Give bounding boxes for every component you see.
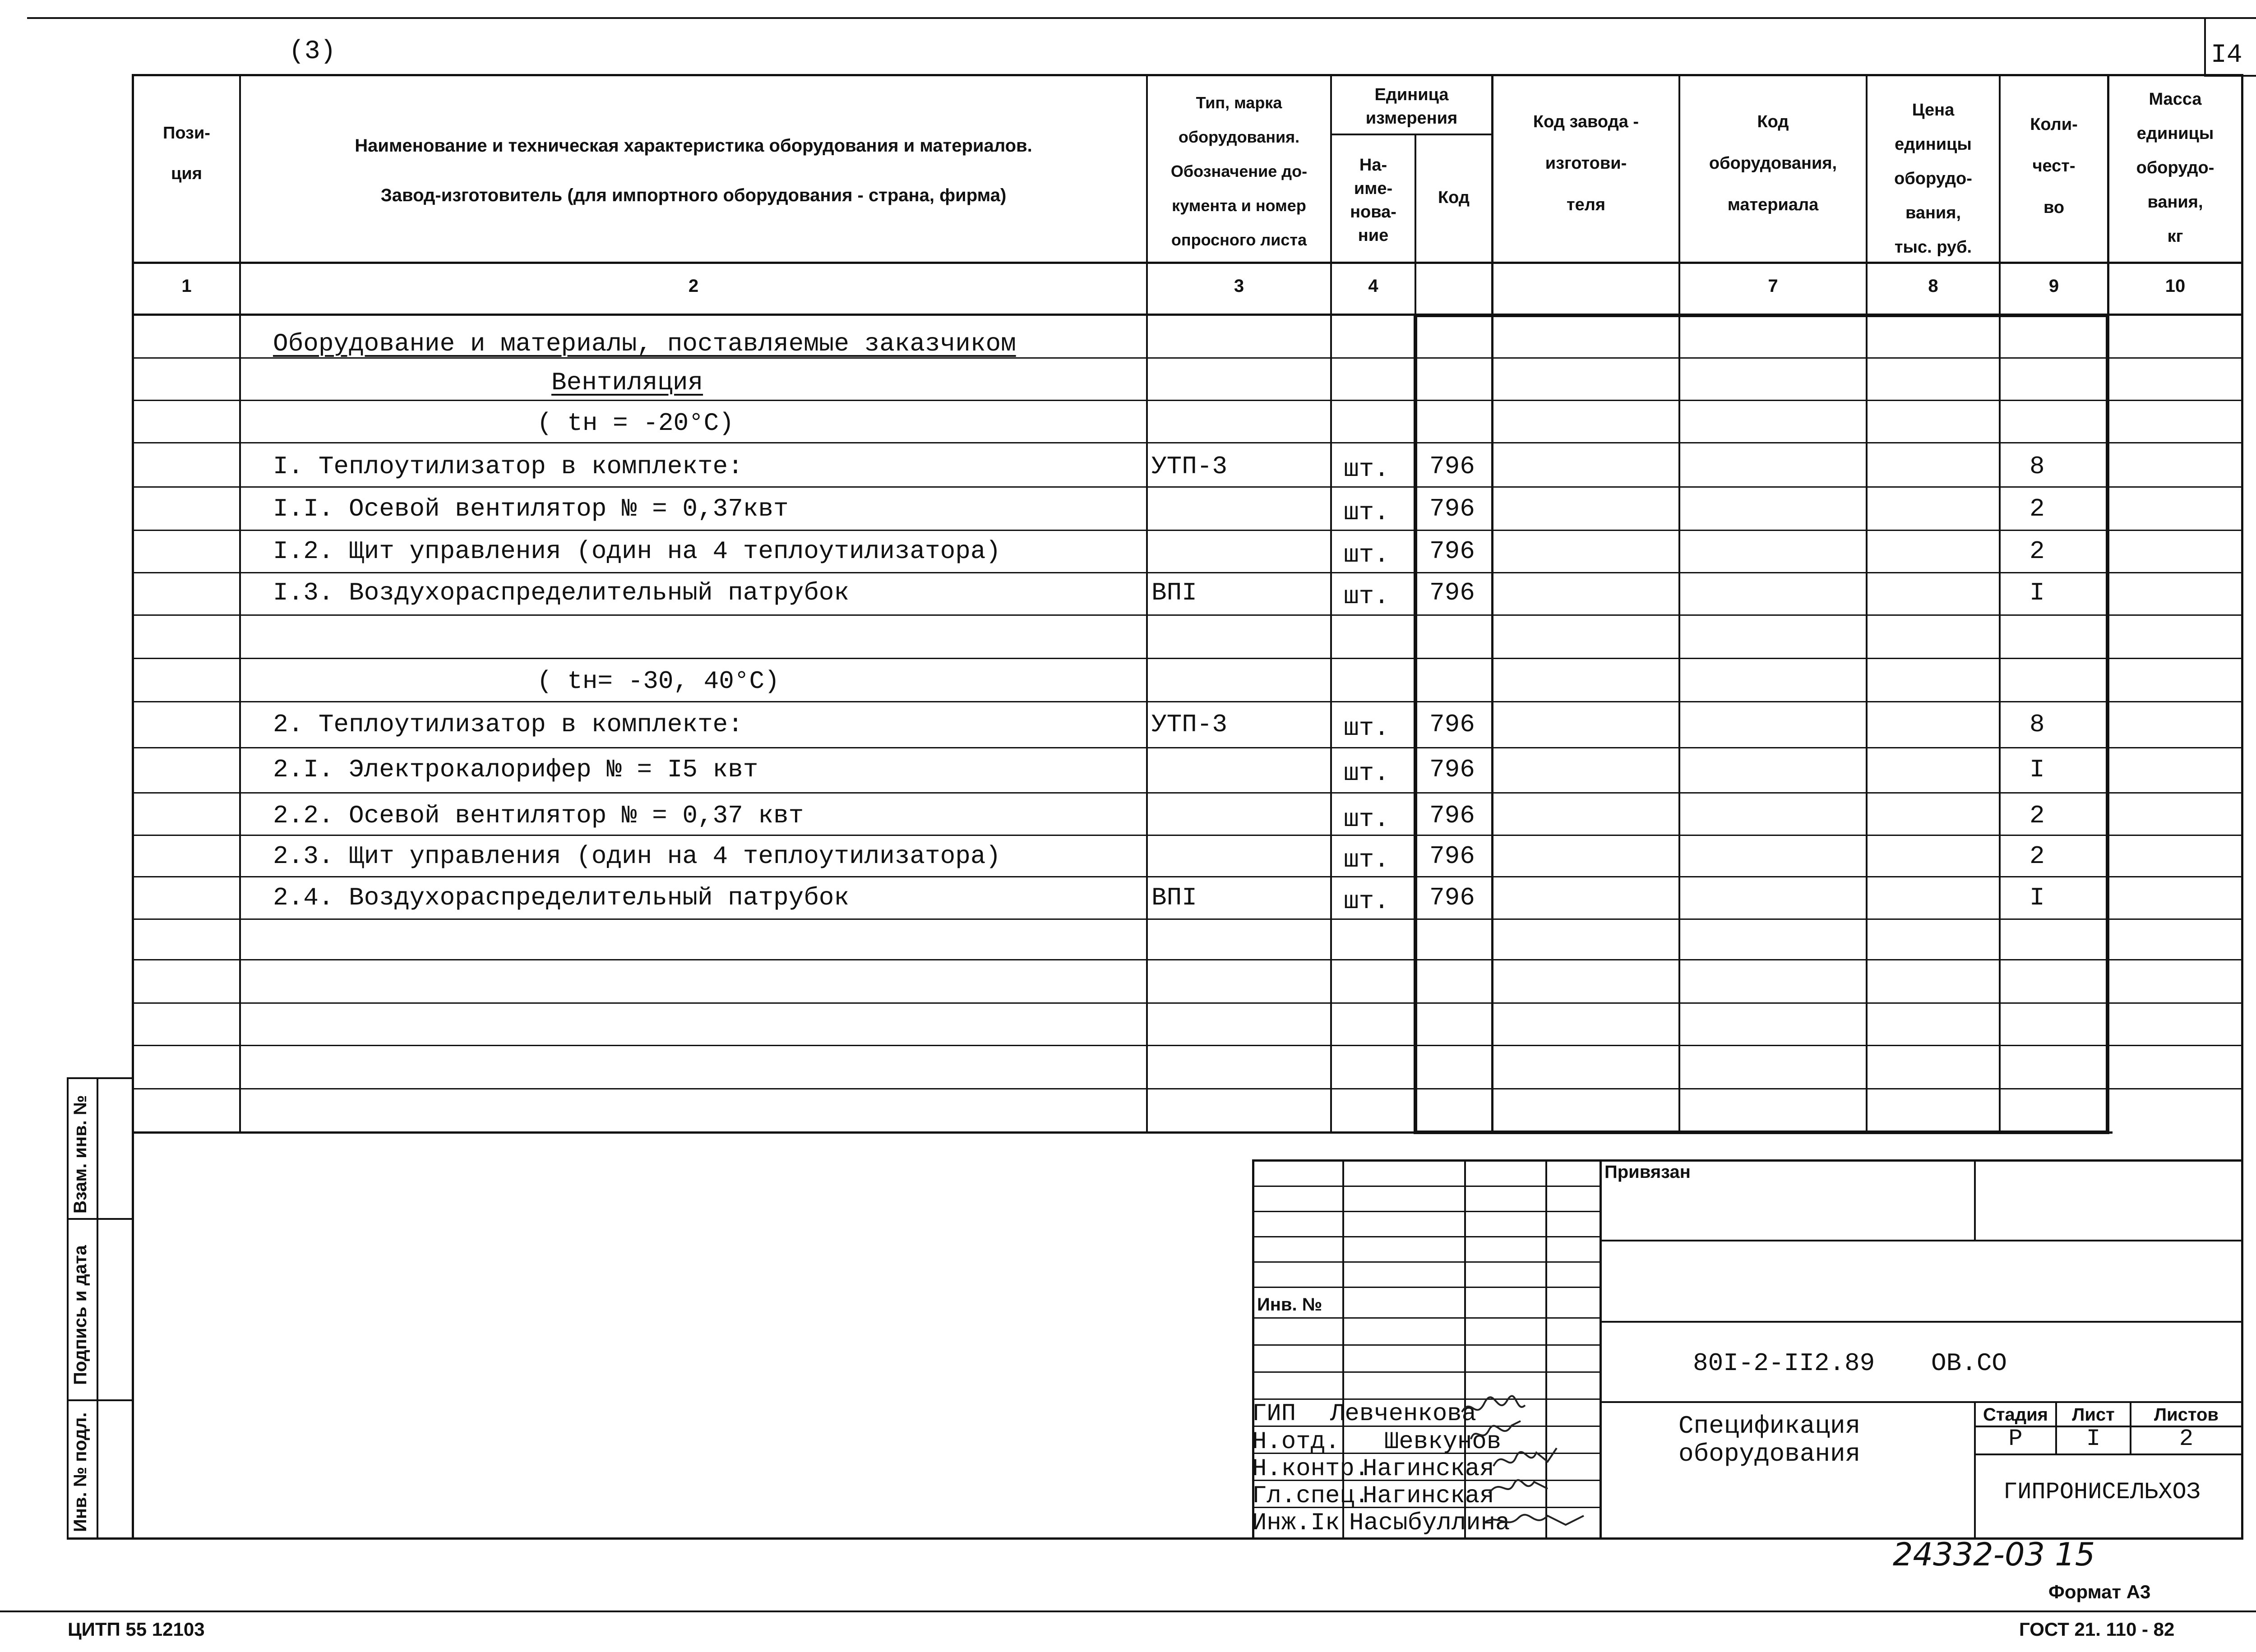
staff-role-4: Инж.Iк [1252, 1509, 1340, 1537]
row-3-unit: шт. [1344, 455, 1389, 484]
title-block-row-line [1252, 1371, 1602, 1373]
row-3-type: УТП-3 [1151, 452, 1228, 481]
colnum-9: 9 [2048, 276, 2059, 296]
tb-title: Спецификация оборудования [1678, 1412, 1861, 1468]
col-border-1 [239, 74, 241, 1134]
header-type: Тип, марка оборудования. Обозначение до- кумента и номер опросного листа [1170, 93, 1308, 249]
col-border-6 [1678, 74, 1680, 1134]
frame-left-lower [132, 1131, 134, 1539]
header-position: Пози- ция [163, 124, 210, 183]
signatures [1457, 1394, 1606, 1538]
row-line [132, 486, 2243, 488]
header-unit-group: Единица измерения [1365, 85, 1458, 128]
row-line [132, 918, 2243, 920]
row-9-name: 2. Теплоутилизатор в комплекте: [273, 710, 743, 739]
tb-code-top [1600, 1321, 2243, 1323]
row-0-name: Оборудование и материалы, поставляемые заказчиком [273, 329, 1016, 358]
row-line [132, 701, 2243, 702]
row-3-code: 796 [1429, 452, 1475, 481]
title-block-row-line [1252, 1211, 1602, 1212]
header-factory-code: Код завода - изготови- теля [1533, 112, 1639, 214]
side-stamp-replace: Взам. инв. № [70, 1095, 90, 1214]
row-4-code: 796 [1429, 494, 1475, 523]
header-unit-name: На- име- нова- ние [1350, 156, 1396, 245]
header-mass: Масса единицы оборудо- вания, кг [2136, 90, 2214, 246]
header-equipment-code: Код оборудования, материала [1709, 112, 1837, 214]
bold-region-left [1414, 316, 1417, 1134]
row-5-unit: шт. [1344, 540, 1389, 569]
row-line [132, 1045, 2243, 1046]
staff-role-3: Гл.спец. [1252, 1482, 1369, 1510]
tb-stage-val-line [1974, 1454, 2243, 1455]
row-6-code: 796 [1429, 578, 1475, 607]
row-line [132, 400, 2243, 401]
row-3-qty: 8 [2029, 452, 2045, 481]
row-9-code: 796 [1429, 710, 1475, 739]
tb-privyazan-label: Привязан [1604, 1162, 1691, 1182]
bold-region-bottom [1414, 1131, 2109, 1134]
row-13-name: 2.4. Воздухораспределительный патрубок [273, 883, 850, 912]
tb-sheets-label: Листов [2154, 1405, 2219, 1425]
footer-right: ГОСТ 21. 110 - 82 [2019, 1619, 2175, 1640]
side-stamp-sep-1 [67, 1218, 134, 1220]
tb-doc-code: 80I-2-II2.89 [1693, 1349, 1875, 1378]
colnum-7: 7 [1768, 276, 1778, 296]
side-stamp-divider [97, 1077, 98, 1539]
row-line [132, 442, 2243, 443]
row-1-name: Вентиляция [551, 368, 703, 397]
row-12-code: 796 [1429, 842, 1475, 871]
row-10-name: 2.I. Электрокалорифер № = I5 квт [273, 755, 758, 784]
staff-name-1: Шевкунов [1384, 1428, 1502, 1456]
row-12-unit: шт. [1344, 845, 1389, 874]
row-line [132, 614, 2243, 616]
row-5-qty: 2 [2029, 537, 2045, 566]
row-5-code: 796 [1429, 537, 1475, 566]
sheet-marker: (3) [289, 37, 336, 66]
row-line [132, 959, 2243, 960]
row-13-type: ВПI [1151, 883, 1197, 912]
row-6-type: ВПI [1151, 578, 1197, 607]
tb-code-bottom [1600, 1401, 2243, 1403]
title-block-row-line [1252, 1261, 1602, 1263]
tb-sheet-label: Лист [2072, 1405, 2115, 1425]
header-price: Цена единицы оборудо- вания, тыс. руб. [1894, 101, 1972, 257]
header-unit-code: Код [1438, 188, 1470, 207]
row-12-name: 2.3. Щит управления (один на 4 теплоутилизатора) [273, 842, 1001, 871]
row-line [132, 747, 2243, 748]
row-11-unit: шт. [1344, 805, 1389, 834]
row-line [132, 792, 2243, 794]
row-10-unit: шт. [1344, 759, 1389, 788]
row-line [132, 572, 2243, 573]
tb-stage-value: Р [2008, 1426, 2023, 1452]
title-block-row-line [1252, 1186, 1602, 1187]
header-name: Наименование и техническая характеристика оборудования и материалов. Завод-изготовитель (для импортного оборудования - страна, фирма) [355, 136, 1032, 205]
staff-role-1: Н.отд. [1252, 1428, 1340, 1456]
row-11-code: 796 [1429, 801, 1475, 830]
row-9-qty: 8 [2029, 710, 2045, 739]
row-8-name: ( tн= -30, 40°C) [537, 667, 780, 696]
row-12-qty: 2 [2029, 842, 2045, 871]
row-6-qty: I [2029, 578, 2045, 607]
colnum-10: 10 [2165, 276, 2186, 296]
row-line [132, 658, 2243, 659]
footer-line [0, 1610, 2256, 1612]
page-number-box-left [2204, 17, 2206, 77]
side-stamp-inv: Инв. № подл. [70, 1412, 90, 1532]
row-line [132, 876, 2243, 877]
tb-inv-label: Инв. № [1257, 1295, 1322, 1315]
bold-region-top [1414, 314, 2109, 317]
tb-privyazan-split [1974, 1159, 1976, 1241]
staff-name-2: Нагинская [1363, 1455, 1494, 1483]
staff-name-4: Насыбуллина [1349, 1509, 1510, 1537]
archive-number: 24332-03 15 [1893, 1536, 2095, 1573]
side-stamp-sep-2 [67, 1399, 134, 1401]
staff-role-0: ГИП [1252, 1400, 1296, 1428]
row-13-code: 796 [1429, 883, 1475, 912]
format-label: Формат А3 [2048, 1581, 2151, 1602]
row-13-unit: шт. [1344, 887, 1389, 916]
row-6-unit: шт. [1344, 582, 1389, 611]
colnum-2: 2 [688, 276, 699, 296]
tb-top [1252, 1159, 2243, 1162]
title-block-row-line [1252, 1317, 1602, 1319]
row-11-name: 2.2. Осевой вентилятор № = 0,37 квт [273, 801, 804, 830]
page-number: I4 [2211, 41, 2242, 70]
row-4-name: I.I. Осевой вентилятор № = 0,37квт [273, 494, 789, 523]
colnum-1: 1 [181, 276, 192, 296]
table-top [132, 74, 2243, 76]
colnum-8: 8 [1928, 276, 1938, 296]
tb-doc-suffix: ОВ.СО [1931, 1349, 2007, 1378]
staff-name-0: Левченкова [1330, 1400, 1477, 1428]
row-13-qty: I [2029, 883, 2045, 912]
row-5-name: I.2. Щит управления (один на 4 теплоутилизатора) [273, 537, 1001, 566]
header-quantity: Коли- чест- во [2030, 115, 2078, 217]
tb-sheets-value: 2 [2179, 1426, 2194, 1452]
title-block-row-line [1252, 1344, 1602, 1346]
row-11-qty: 2 [2029, 801, 2045, 830]
unit-group-line [1330, 134, 1493, 135]
footer-left: ЦИТП 55 12103 [68, 1619, 205, 1640]
colnum-4: 4 [1368, 276, 1378, 296]
colnum-3: 3 [1234, 276, 1244, 296]
bold-region-right [2106, 316, 2109, 1134]
title-block-row-line [1252, 1236, 1602, 1237]
staff-role-2: Н.контр. [1252, 1455, 1369, 1483]
tb-stage-label: Стадия [1983, 1405, 2048, 1425]
tb-organization: ГИПРОНИСЕЛЬХОЗ [2003, 1479, 2201, 1505]
tb-privyazan-bottom [1600, 1240, 2243, 1241]
row-3-name: I. Теплоутилизатор в комплекте: [273, 452, 743, 481]
col-border-5 [1491, 74, 1493, 1134]
title-block-row-line [1252, 1287, 1602, 1288]
col-border-8 [1999, 74, 2001, 1134]
row-line [132, 835, 2243, 836]
row-10-code: 796 [1429, 755, 1475, 784]
staff-name-3: Нагинская [1363, 1482, 1494, 1510]
top-border [27, 17, 2256, 19]
row-line [132, 530, 2243, 531]
row-line [132, 1088, 2243, 1089]
col-border-left [132, 74, 134, 1134]
row-6-name: I.3. Воздухораспределительный патрубок [273, 578, 850, 607]
col-border-right [2241, 74, 2243, 1134]
row-4-qty: 2 [2029, 494, 2045, 523]
side-stamp-sign: Подпись и дата [70, 1245, 90, 1385]
row-9-type: УТП-3 [1151, 710, 1228, 739]
row-line [132, 1002, 2243, 1004]
frame-right-lower [2241, 1131, 2243, 1540]
row-2-name: ( tн = -20°C) [537, 409, 734, 438]
row-9-unit: шт. [1344, 714, 1389, 743]
tb-sheet-value: I [2086, 1426, 2101, 1452]
row-10-qty: I [2029, 755, 2045, 784]
row-4-unit: шт. [1344, 498, 1389, 527]
